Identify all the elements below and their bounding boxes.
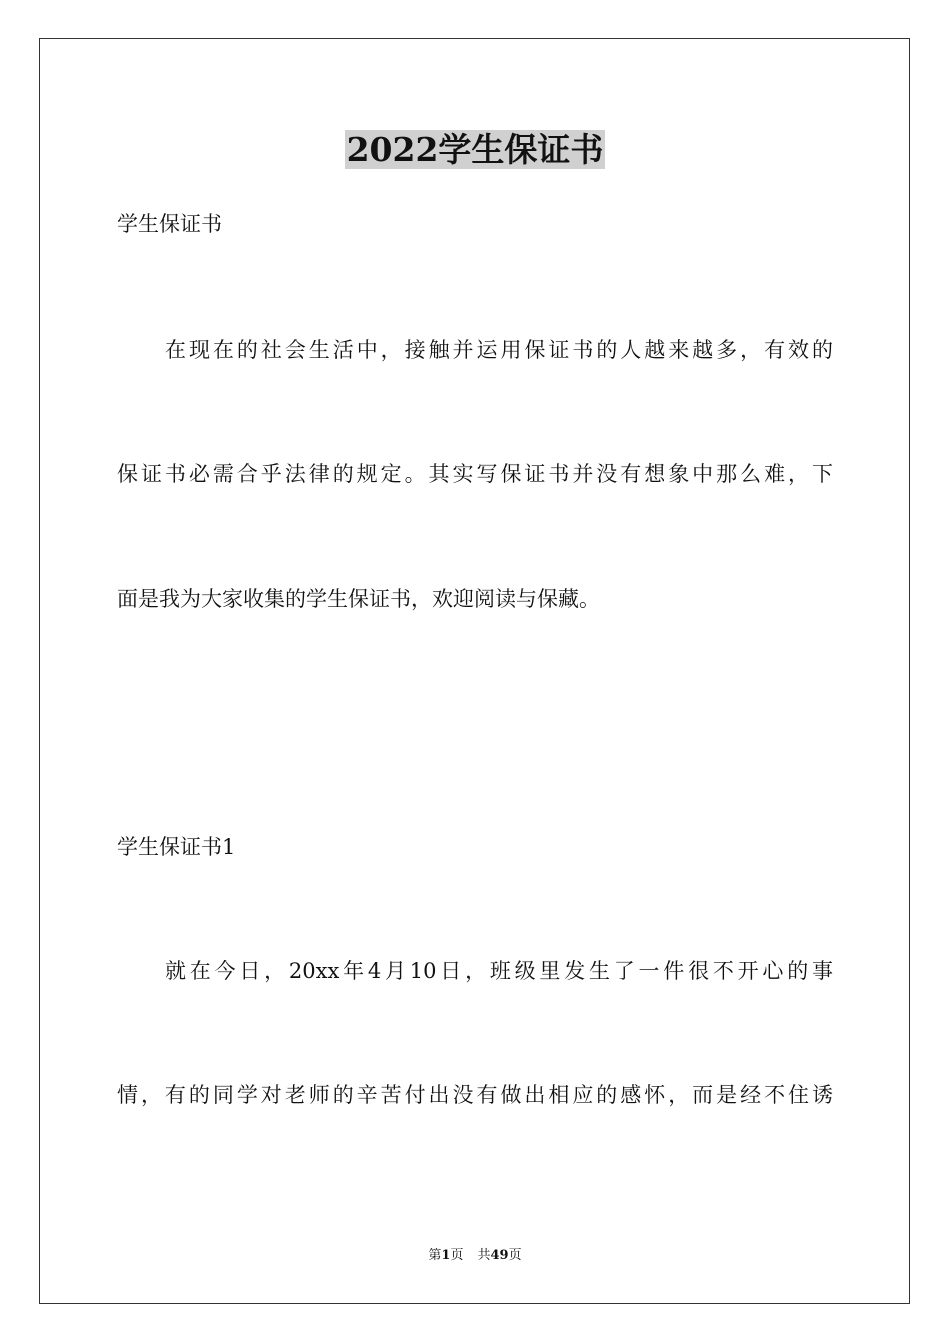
paragraph-line: 保证书必需合乎法律的规定。其实写保证书并没有想象中那么难，下 (117, 462, 833, 486)
paragraph-line: 面是我为大家收集的学生保证书，欢迎阅读与保藏。 (117, 587, 600, 611)
footer-page-total: 49 (490, 1248, 509, 1263)
paragraph-line: 就在今日，20xx年4月10日，班级里发生了一件很不开心的事 (165, 959, 833, 983)
footer-page-suffix: 页 (450, 1248, 464, 1263)
document-title (0, 128, 950, 172)
section-heading: 学生保证书1 (117, 835, 236, 859)
footer-total-suffix: 页 (508, 1248, 522, 1263)
section-heading: 学生保证书 (117, 212, 222, 236)
footer-page-prefix: 第 (428, 1248, 442, 1263)
page-footer (0, 1247, 950, 1265)
footer-page-current: 1 (441, 1248, 451, 1263)
document-title-text: 2022学生保证书 (346, 130, 604, 169)
paragraph-line: 情，有的同学对老师的辛苦付出没有做出相应的感怀，而是经不住诱 (117, 1083, 833, 1107)
paragraph-line: 在现在的社会生活中，接触并运用保证书的人越来越多，有效的 (165, 338, 833, 362)
footer-total-prefix: 共 (477, 1248, 491, 1263)
